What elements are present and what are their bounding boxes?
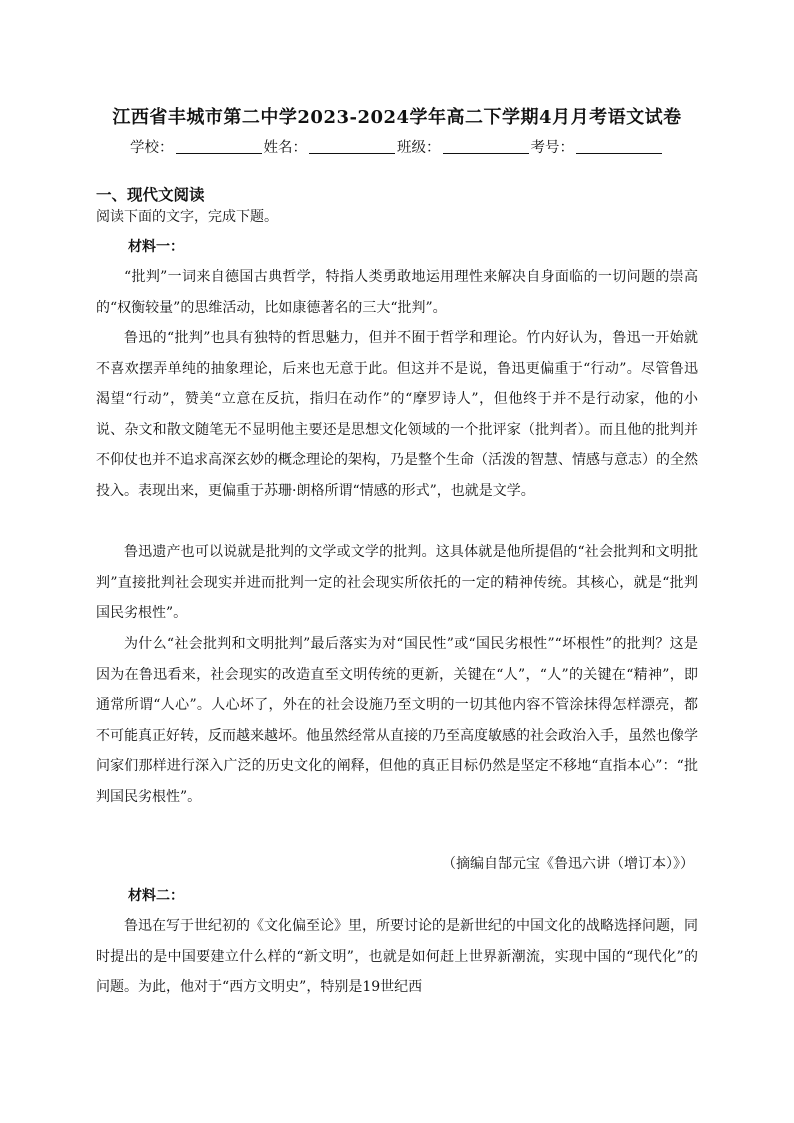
material-one-paragraph: 鲁迅遗产也可以说就是批判的文学或文学的批判。这具体就是他所提倡的“社会批判和文明批判”直接批判社会现实并进而批判一定的社会现实所依托的一定的精神传统。其核心，就是“批判国民劣根性”。	[96, 544, 698, 621]
school-label: 学校：	[130, 140, 174, 156]
material-one-source: （摘编自郜元宝《鲁迅六讲（增订本）》）	[442, 856, 694, 872]
material-one-paragraph: 鲁迅的“批判”也具有独特的哲思魅力，但并不囿于哲学和理论。竹内好认为，鲁迅一开始就不喜欢摆弄单纯的抽象理论，后来也无意于此。但这并不是说，鲁迅更偏重于“行动”。尽管鲁迅渴望“行动”，赞美“立意在反抗，指归在动作”的“摩罗诗人”，但他终于并不是行动家，他的小说、杂文和散文随笔无不显明他主要还是思想文化领域的一个批评家（批判者）。而且他的批判并不仰仗也并不追求高深玄妙的概念理论的架构，乃是整个生命（活泼的智慧、情感与意志）的全然投入。表现出来，更偏重于苏珊·朗格所谓“情感的形式”，也就是文学。	[96, 330, 698, 499]
name-blank[interactable]	[309, 139, 395, 154]
class-label: 班级：	[397, 140, 441, 156]
material-one-paragraph: 为什么“社会批判和文明批判”最后落实为对“国民性”或“国民劣根性”“坏根性”的批判？这是因为在鲁迅看来，社会现实的改造直至文明传统的更新，关键在“人”，“人”的关键在“精神”，即通常所谓“人心”。人心坏了，外在的社会设施乃至文明的一切其他内容不管涂抹得怎样漂亮，都不可能真正好转，反而越来越坏。他虽然经常从直接的乃至高度敏感的社会政治入手，虽然也像学问家们那样进行深入广泛的历史文化的阐释，但他的真正目标仍然是坚定不移地“直指本心”：“批判国民劣根性”。	[96, 636, 698, 805]
name-label: 姓名：	[263, 140, 307, 156]
class-blank[interactable]	[443, 139, 529, 154]
exam-number-blank[interactable]	[576, 139, 662, 154]
section-heading: 一、现代文阅读	[96, 186, 205, 204]
exam-title: 江西省丰城市第二中学2023-2024学年高二下学期4月月考语文试卷	[112, 107, 682, 128]
material-one-label: 材料一：	[128, 239, 184, 255]
reading-instruction: 阅读下面的文字，完成下题。	[96, 209, 278, 225]
school-blank[interactable]	[176, 139, 262, 154]
material-two-paragraph: 鲁迅在写于世纪初的《文化偏至论》里，所要讨论的是新世纪的中国文化的战略选择问题，同时提出的是中国要建立什么样的“新文明”，也就是如何赶上世界新潮流，实现中国的“现代化”的问题。为此，他对于“西方文明史”，特别是19世纪西	[96, 918, 698, 995]
material-two-label: 材料二：	[128, 888, 184, 904]
student-info-line	[0, 136, 794, 157]
exam-number-label: 考号：	[530, 140, 574, 156]
material-one-paragraph: “批判”一词来自德国古典哲学，特指人类勇敢地运用理性来解决自身面临的一切问题的崇高的“权衡较量”的思维活动，比如康德著名的三大“批判”。	[96, 269, 698, 316]
